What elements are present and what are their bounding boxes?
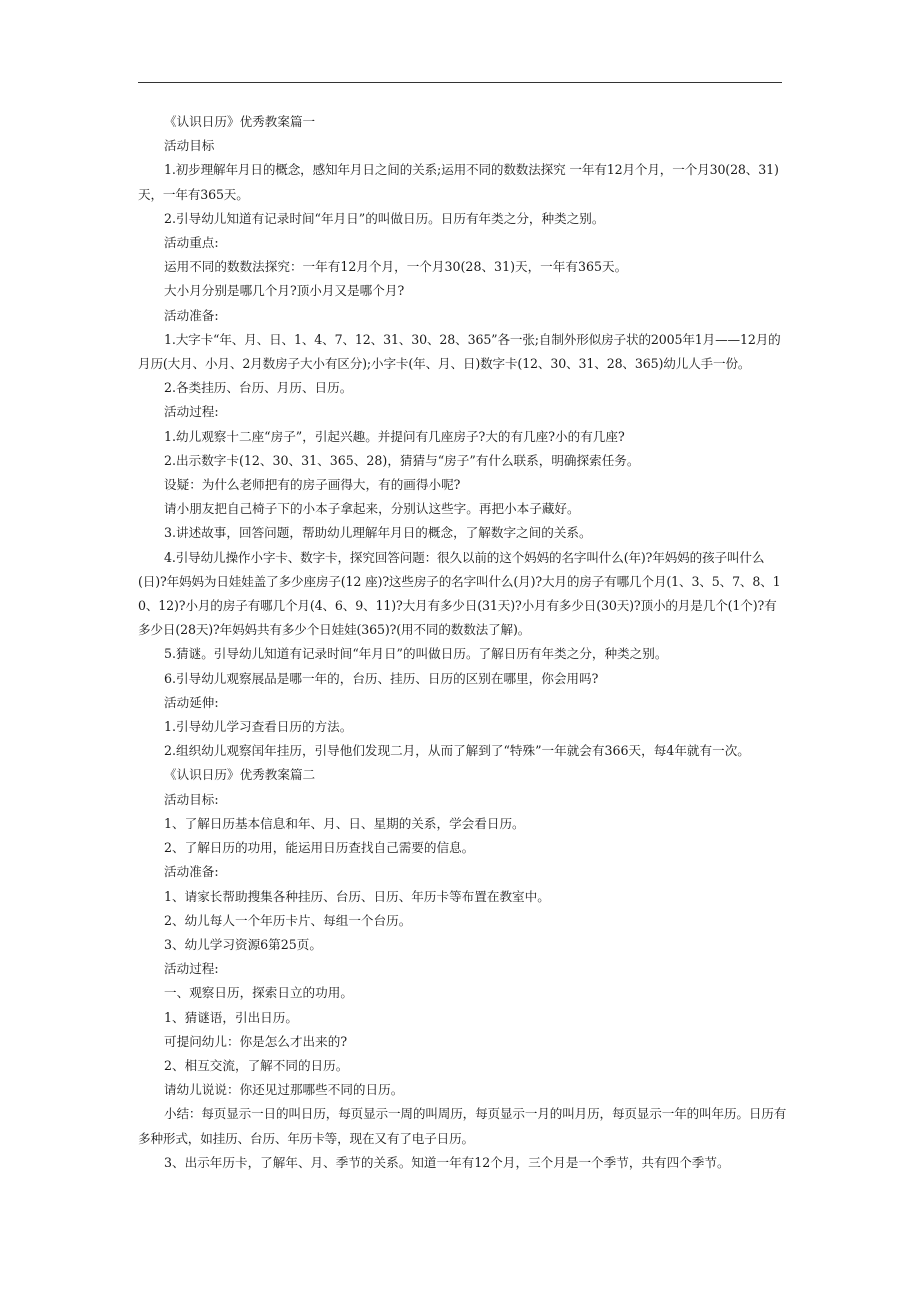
section-title-2: 《认识日历》优秀教案篇二 bbox=[164, 767, 316, 783]
paragraph: 1.初步理解年月日的概念，感知年月日之间的关系;运用不同的数数法探究 一年有12月个月，一个月30(28、31)天，一年有365天。 bbox=[138, 162, 779, 202]
heading-activity-process: 活动过程: bbox=[164, 961, 219, 977]
heading-activity-goals: 活动目标: bbox=[164, 791, 219, 807]
paragraph: 3、出示年历卡，了解年、月、季节的关系。知道一年有12个月，三个月是一个季节，共有四个季节。 bbox=[164, 1154, 730, 1170]
paragraph: 一、观察日历，探索日立的功用。 bbox=[164, 985, 353, 1001]
paragraph: 1.引导幼儿学习查看日历的方法。 bbox=[164, 719, 353, 735]
paragraph: 2.出示数字卡(12、30、31、365、28)，猜猜与“房子”有什么联系，明确探索任务。 bbox=[164, 452, 640, 468]
paragraph: 2、了解日历的功用，能运用日历查找自己需要的信息。 bbox=[164, 840, 475, 856]
paragraph: 1.幼儿观察十二座“房子”，引起兴趣。并提问有几座房子?大的有几座?小的有几座? bbox=[164, 428, 625, 444]
paragraph: 2、相互交流，了解不同的日历。 bbox=[164, 1057, 349, 1073]
paragraph: 4.引导幼儿操作小字卡、数字卡，探究回答问题：很久以前的这个妈妈的名字叫什么(年)?年妈妈的孩子叫什么(日)?年妈妈为日娃娃盖了多少座房子(12 座)?这些房子的名字叫什么(月)?大月的房子有哪几个月(1、3、5、7、8、10、12)?小月的房子有哪几个月(4、6、9、11)?大月有多少日(31天)?小月有多少日(30天)?顶小的月是几个(1个)?有多少日(28天)?年妈妈共有多少个日娃娃(365)?(用不同的数数法了解)。 bbox=[138, 549, 781, 638]
heading-activity-extension: 活动延伸: bbox=[164, 694, 219, 710]
paragraph: 3、幼儿学习资源6第25页。 bbox=[164, 936, 322, 952]
paragraph: 大小月分别是哪几个月?顶小月又是哪个月? bbox=[164, 283, 405, 299]
paragraph: 2.各类挂历、台历、月历、日历。 bbox=[164, 380, 353, 396]
paragraph: 3.讲述故事，回答问题，帮助幼儿理解年月日的概念，了解数字之间的关系。 bbox=[164, 525, 592, 541]
paragraph: 1、请家长帮助搜集各种挂历、台历、日历、年历卡等布置在教室中。 bbox=[164, 888, 550, 904]
paragraph: 小结：每页显示一日的叫日历，每页显示一周的叫周历，每页显示一月的叫月历，每页显示一年的叫年历。日历有多种形式，如挂历、台历、年历卡等，现在又有了电子日历。 bbox=[138, 1106, 787, 1146]
paragraph: 6.引导幼儿观察展品是哪一年的，台历、挂历、日历的区别在哪里，你会用吗? bbox=[164, 670, 599, 686]
paragraph: 运用不同的数数法探究：一年有12月个月，一个月30(28、31)天，一年有365天。 bbox=[164, 259, 628, 275]
paragraph: 2.引导幼儿知道有记录时间“年月日”的叫做日历。日历有年类之分，种类之别。 bbox=[164, 210, 605, 226]
paragraph: 1、了解日历基本信息和年、月、日、星期的关系，学会看日历。 bbox=[164, 815, 525, 831]
paragraph: 请幼儿说说：你还见过那哪些不同的日历。 bbox=[164, 1082, 404, 1098]
heading-activity-process: 活动过程: bbox=[164, 404, 219, 420]
heading-activity-focus: 活动重点: bbox=[164, 235, 219, 251]
paragraph: 5.猜谜。引导幼儿知道有记录时间“年月日”的叫做日历。了解日历有年类之分，种类之别。 bbox=[164, 646, 668, 662]
heading-activity-prep: 活动准备: bbox=[164, 307, 219, 323]
paragraph: 2、幼儿每人一个年历卡片、每组一个台历。 bbox=[164, 912, 412, 928]
paragraph: 请小朋友把自己椅子下的小本子拿起来，分别认这些字。再把小本子藏好。 bbox=[164, 501, 580, 517]
section-title-1: 《认识日历》优秀教案篇一 bbox=[164, 114, 316, 129]
paragraph: 2.组织幼儿观察闰年挂历，引导他们发现二月，从而了解到了“特殊”一年就会有366天，每4年就有一次。 bbox=[164, 743, 750, 759]
heading-activity-prep: 活动准备: bbox=[164, 864, 219, 880]
paragraph: 设疑：为什么老师把有的房子画得大，有的画得小呢? bbox=[164, 477, 461, 493]
paragraph: 1、猜谜语，引出日历。 bbox=[164, 1009, 298, 1025]
header-rule bbox=[138, 82, 782, 83]
paragraph: 可提问幼儿：你是怎么才出来的? bbox=[164, 1033, 348, 1049]
document-body bbox=[138, 110, 788, 1175]
paragraph: 1.大字卡“年、月、日、1、4、7、12、31、30、28、365”各一张;自制外形似房子状的2005年1月——12月的月历(大月、小月、2月数房子大小有区分);小字卡(年、月、日)数字卡(12、30、31、28、365)幼儿人手一份。 bbox=[138, 331, 781, 372]
heading-activity-goals: 活动目标 bbox=[164, 138, 215, 154]
